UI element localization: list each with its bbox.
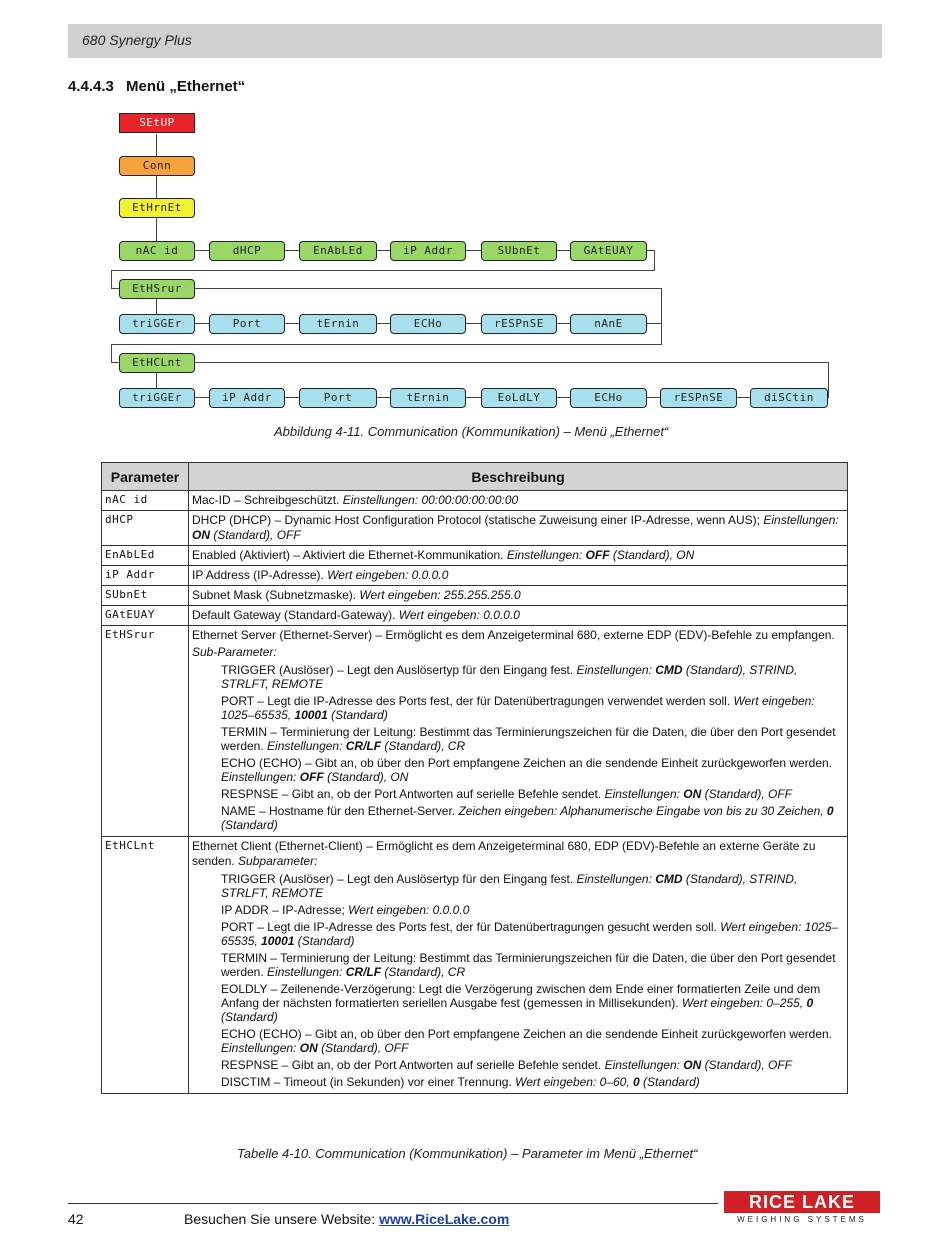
menu-node-client-trigger: triGGEr: [119, 388, 195, 408]
col-header-description: Beschreibung: [189, 463, 848, 491]
footer-divider: [68, 1203, 718, 1204]
table-row: [102, 566, 848, 586]
param-code: SUbnEt: [102, 586, 189, 606]
menu-node-ip-addr: iP Addr: [390, 241, 466, 261]
table-row: [102, 511, 848, 546]
param-code: iP Addr: [102, 566, 189, 586]
table-caption: Tabelle 4-10. Communication (Kommunikation) – Parameter im Menü „Ethernet“: [237, 1146, 698, 1161]
connector-line: [156, 176, 157, 198]
menu-node-ethernet: EtHrnEt: [119, 198, 195, 218]
param-code: EtHCLnt: [102, 837, 189, 1094]
footer-visit-label: Besuchen Sie unsere Website:: [184, 1211, 380, 1227]
menu-node-server-termin: tErnin: [299, 314, 377, 334]
menu-node-client-eoldly: EoLdLY: [481, 388, 557, 408]
connector-line: [111, 270, 112, 289]
menu-node-client-termin: tErnin: [390, 388, 466, 408]
menu-node-enabled: EnAbLEd: [299, 241, 377, 261]
page-number: 42: [68, 1211, 84, 1227]
menu-node-eth-client: EtHCLnt: [119, 353, 195, 373]
param-code: nAC id: [102, 491, 189, 511]
logo-wordmark: RICE LAKE: [724, 1191, 880, 1213]
param-description: Ethernet Server (Ethernet-Server) – Ermöglicht es dem Anzeigeterminal 680, externe EDP (EDV)-Befehle zu empfangen. Sub-Parameter: TRIGGER (Auslöser) – Legt den Auslösertyp für den Eingang fest. Einstellungen: CMD (Standard), STRIND, STRLFT, REMOTE PORT – Legt die IP-Adresse des Ports fest, der für Datenübertragungen verwendet werden soll. Wert eingeben: 1025–65535, 10001 (Standard) TERMIN – Terminierung der Leitung: Bestimmt das Terminierungszeichen für die Daten, die über den Port gesendet werden. Einstellungen: CR/LF (Standard), CR ECHO (ECHO) – Gibt an, ob über den Port empfangene Zeichen an die sendende Einheit zurückgeworfen werden. Einstellungen: OFF (Standard), ON RESPNSE – Gibt an, ob der Port Antworten auf serielle Befehle sendet. Einstellungen: ON (Standard), OFF NAME – Hostname für den Ethernet-Server. Zeichen eingeben: Alphanumerische Eingabe von bis zu 30 Zeichen, 0 (Standard): [189, 626, 848, 837]
param-code: GAtEUAY: [102, 606, 189, 626]
menu-node-server-port: Port: [209, 314, 285, 334]
connector-line: [156, 218, 157, 241]
connector-line: [195, 362, 829, 363]
connector-line: [111, 362, 119, 363]
connector-line: [156, 134, 157, 156]
section-heading: Menü „Ethernet“: [126, 78, 246, 95]
param-code: dHCP: [102, 511, 189, 546]
param-description: Default Gateway (Standard-Gateway). Wert eingeben: 0.0.0.0: [189, 606, 848, 626]
menu-node-server-name: nAnE: [570, 314, 647, 334]
connector-line: [111, 344, 662, 345]
table-row: [102, 546, 848, 566]
param-code: EtHSrur: [102, 626, 189, 837]
connector-line: [661, 288, 662, 345]
param-description: DHCP (DHCP) – Dynamic Host Configuration Protocol (statische Zuweisung einer IP-Adresse, wenn AUS); Einstellungen: ON (Standard), OFF: [189, 511, 848, 546]
menu-node-gateway: GAtEUAY: [570, 241, 647, 261]
menu-node-client-echo: ECHo: [570, 388, 647, 408]
website-link[interactable]: www.RiceLake.com: [379, 1211, 510, 1227]
connector-line: [195, 288, 662, 289]
menu-node-server-echo: ECHo: [390, 314, 466, 334]
menu-node-eth-server: EtHSrur: [119, 279, 195, 299]
menu-node-subnet: SUbnEt: [481, 241, 557, 261]
table-header-row: [102, 463, 848, 491]
connector-line: [828, 362, 829, 398]
menu-node-client-port: Port: [299, 388, 377, 408]
menu-node-client-response: rESPnSE: [660, 388, 737, 408]
param-description: Enabled (Aktiviert) – Aktiviert die Ethernet-Kommunikation. Einstellungen: OFF (Standard), ON: [189, 546, 848, 566]
table-row: [102, 837, 848, 1094]
param-description: Ethernet Client (Ethernet-Client) – Ermöglicht es dem Anzeigeterminal 680, EDP (EDV)-Befehle an externe Geräte zu senden. Subparameter: TRIGGER (Auslöser) – Legt den Auslösertyp für den Eingang fest. Einstellungen: CMD (Standard), STRIND, STRLFT, REMOTE IP ADDR – IP-Adresse; Wert eingeben: 0.0.0.0 PORT – Legt die IP-Adresse des Ports fest, der für Datenübertragungen gesucht werden soll. Wert eingeben: 1025–65535, 10001 (Standard) TERMIN – Terminierung der Leitung: Bestimmt das Terminierungszeichen für die Daten, die über den Port gesendet werden. Einstellungen: CR/LF (Standard), CR EOLDLY – Zeilenende-Verzögerung: Legt die Verzögerung zwischen dem Ende einer formatierten Zeile und dem Anfang der nächsten formatierten seriellen Ausgabe fest (gemessen in Millisekunden). Wert eingeben: 0–255, 0 (Standard) ECHO (ECHO) – Gibt an, ob über den Port empfangene Zeichen an die sendende Einheit zurückgeworfen werden. Einstellungen: ON (Standard), OFF RESPNSE – Gibt an, ob der Port Antworten auf serielle Befehle sendet. Einstellungen: ON (Standard), OFF DISCTIM – Timeout (in Sekunden) vor einer Trennung. Wert eingeben: 0–60, 0 (Standard): [189, 837, 848, 1094]
table-row: [102, 626, 848, 837]
connector-line: [111, 288, 119, 289]
menu-node-server-trigger: triGGEr: [119, 314, 195, 334]
connector-line: [111, 270, 655, 271]
menu-diagram: [0, 0, 950, 420]
table-row: [102, 586, 848, 606]
menu-node-dhcp: dHCP: [209, 241, 285, 261]
menu-node-mac-id: nAC id: [119, 241, 195, 261]
section-number: 4.4.4.3: [68, 78, 114, 95]
header-title: 680 Synergy Plus: [82, 32, 192, 48]
menu-node-client-disctim: diSCtin: [750, 388, 828, 408]
logo-tagline: WEIGHING SYSTEMS: [737, 1215, 867, 1224]
connector-line: [654, 250, 655, 271]
connector-line: [111, 344, 112, 363]
param-description: IP Address (IP-Adresse). Wert eingeben: 0.0.0.0: [189, 566, 848, 586]
parameter-table: [101, 462, 848, 1094]
figure-caption: Abbildung 4-11. Communication (Kommunikation) – Menü „Ethernet“: [274, 424, 669, 439]
rice-lake-logo: [724, 1191, 880, 1224]
param-code: EnAbLEd: [102, 546, 189, 566]
footer-visit: [184, 1211, 509, 1227]
table-row: [102, 606, 848, 626]
menu-node-comm: Conn: [119, 156, 195, 176]
param-description: Mac-ID – Schreibgeschützt. Einstellungen: 00:00:00:00:00:00: [189, 491, 848, 511]
param-description: Subnet Mask (Subnetzmaske). Wert eingeben: 255.255.255.0: [189, 586, 848, 606]
connector-line: [156, 299, 157, 314]
menu-node-server-response: rESPnSE: [481, 314, 557, 334]
col-header-parameter: Parameter: [102, 463, 189, 491]
menu-node-client-ip-addr: iP Addr: [209, 388, 285, 408]
menu-node-setup: SEtUP: [119, 113, 195, 133]
table-row: [102, 491, 848, 511]
connector-line: [156, 373, 157, 388]
